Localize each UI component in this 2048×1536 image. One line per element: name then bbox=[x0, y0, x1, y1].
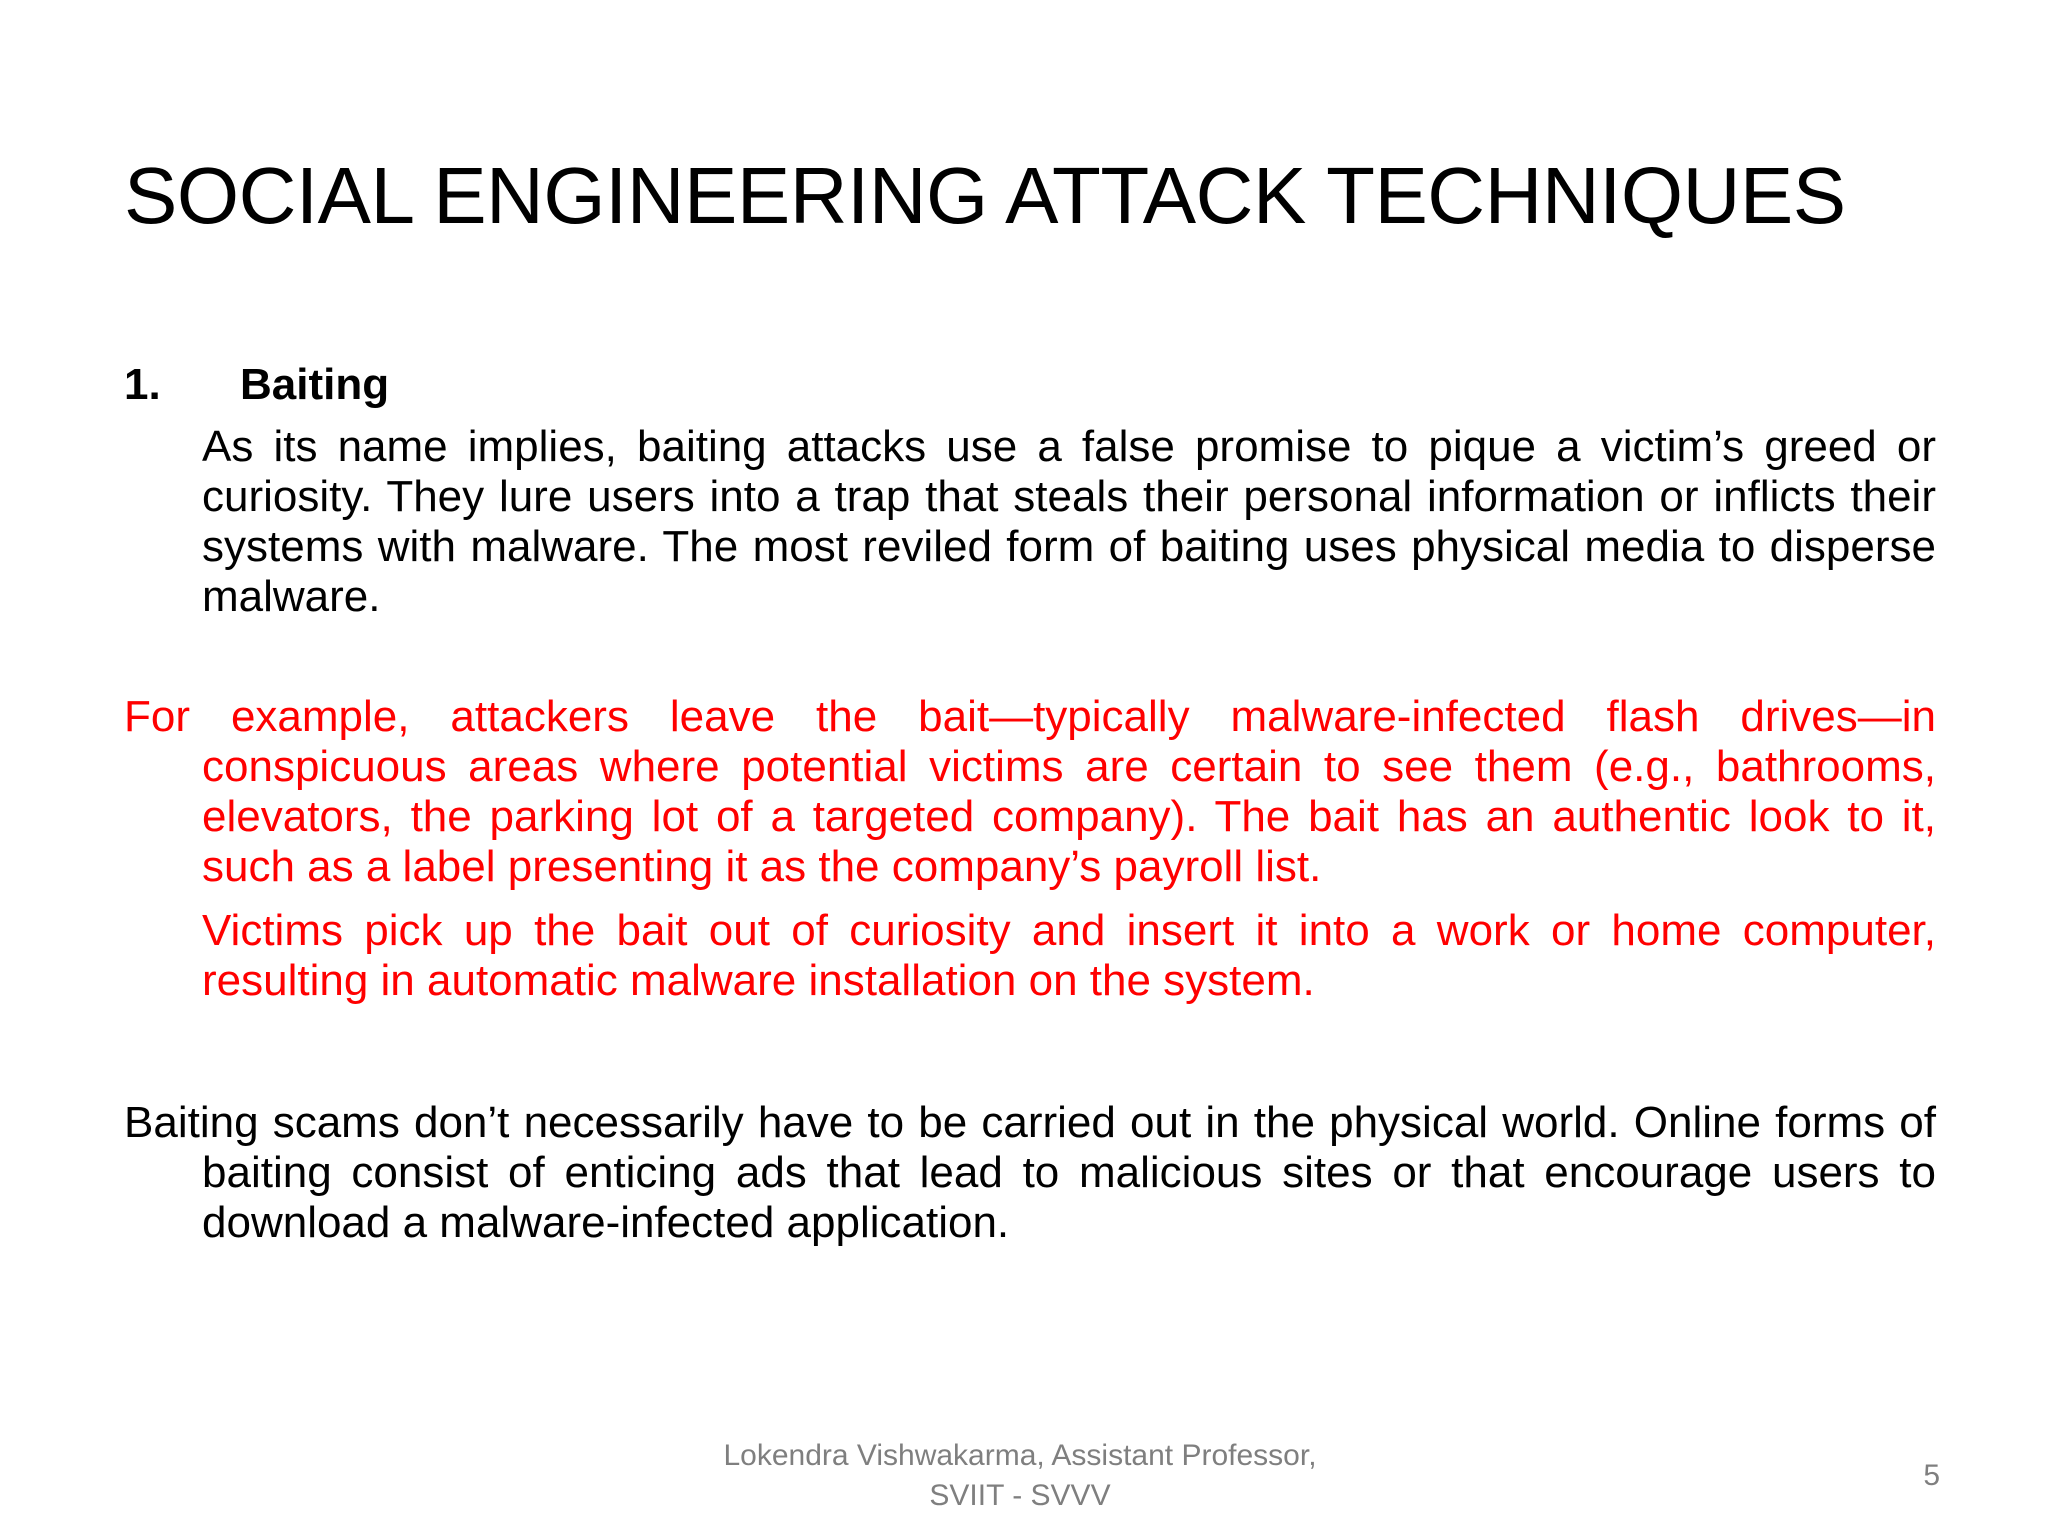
paragraph-example: For example, attackers leave the bait—typically malware-infected flash drives—in conspicuous areas where potential victims are certain to see them (e.g., bathrooms, elevators, the parking lot of a targeted company). The bait has an authentic look to it, such as a label presenting it as the company’s payroll list. bbox=[124, 692, 1936, 891]
page-number: 5 bbox=[1923, 1459, 1940, 1492]
section-number: 1. bbox=[124, 360, 161, 409]
paragraph-intro: As its name implies, baiting attacks use a false promise to pique a victim’s greed or curiosity. They lure users into a trap that steals their personal information or inflicts their systems with malware. The most reviled form of baiting uses physical media to disperse malware. bbox=[202, 422, 1936, 621]
section-heading bbox=[124, 360, 1936, 418]
paragraph-victims: Victims pick up the bait out of curiosity and insert it into a work or home computer, resulting in automatic malware installation on the system. bbox=[202, 906, 1936, 1005]
footer-credit bbox=[640, 1436, 1400, 1516]
slide-title: SOCIAL ENGINEERING ATTACK TECHNIQUES bbox=[124, 151, 1846, 240]
section-title: Baiting bbox=[240, 360, 390, 409]
footer-author: Lokendra Vishwakarma, Assistant Professor, bbox=[723, 1439, 1317, 1472]
footer-institution: SVIIT - SVVV bbox=[929, 1479, 1111, 1512]
slide-content bbox=[124, 360, 1936, 1248]
paragraph-online: Baiting scams don’t necessarily have to be carried out in the physical world. Online forms of baiting consist of enticing ads that lead to malicious sites or that encourage users to download a malware-infected application. bbox=[124, 1098, 1936, 1247]
